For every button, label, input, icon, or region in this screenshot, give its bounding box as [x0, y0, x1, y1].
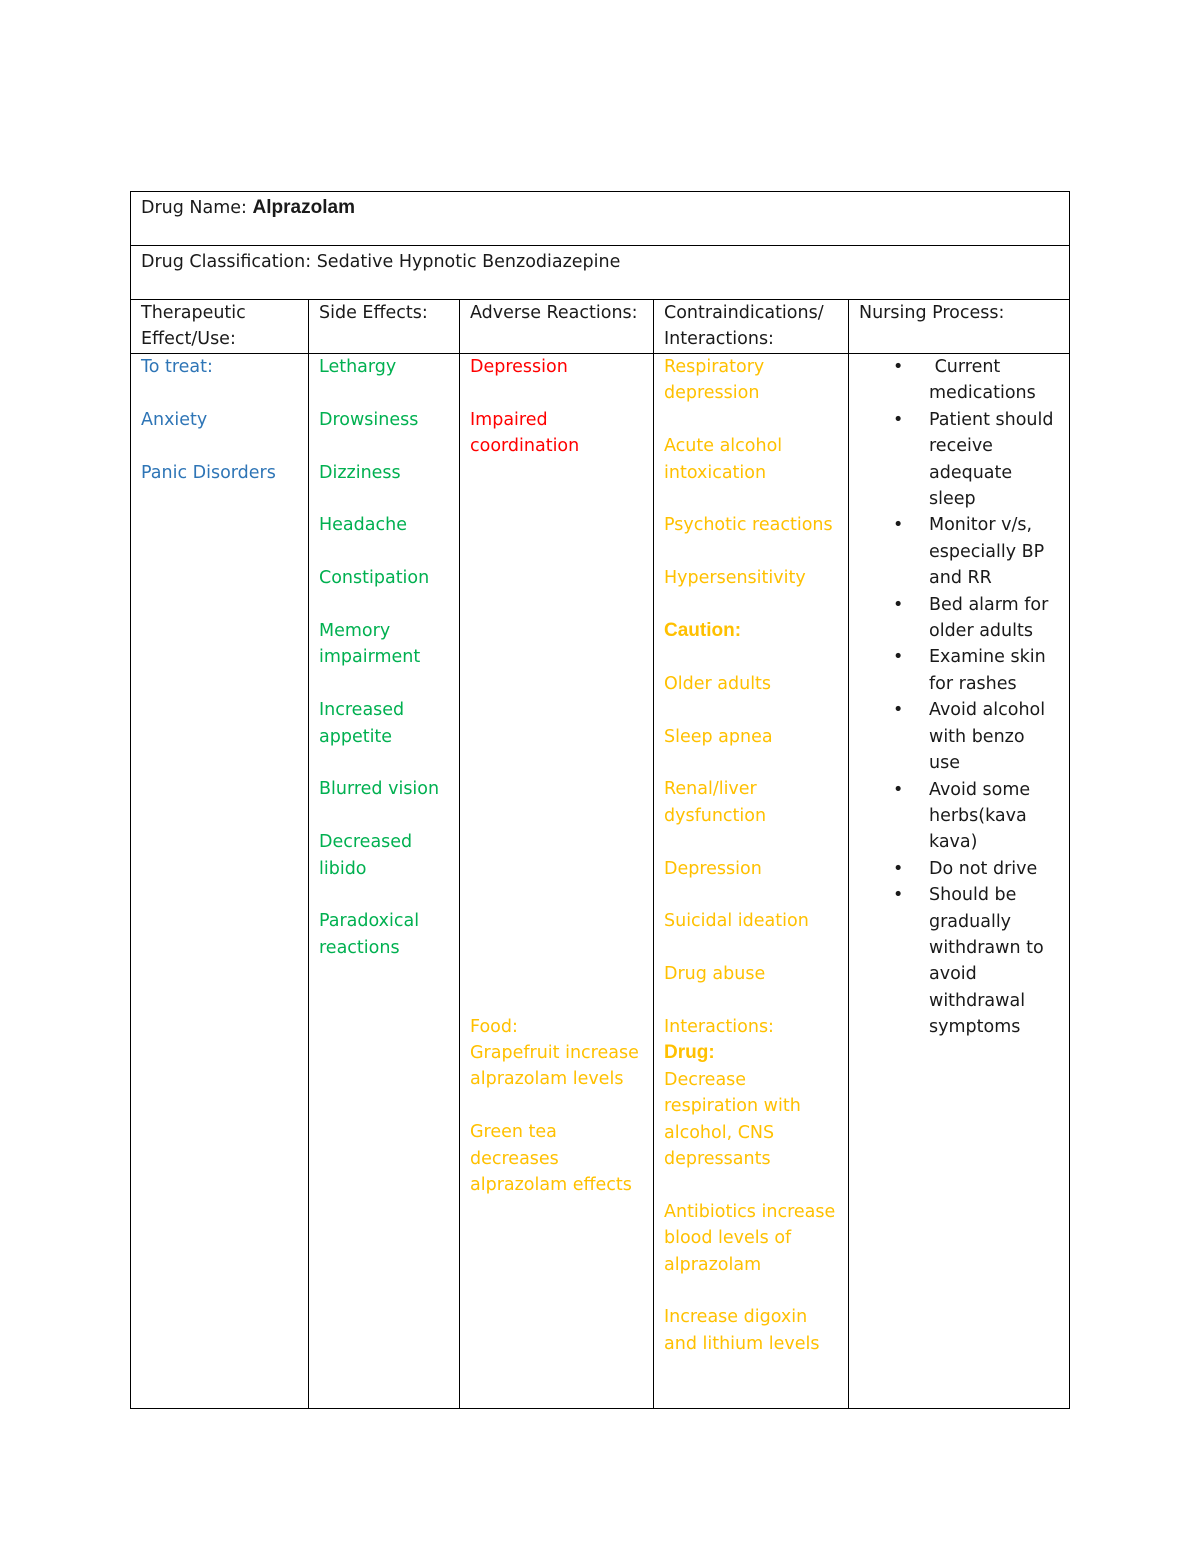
therapeutic-item: Anxiety — [141, 409, 208, 430]
list-item-line: Older adults — [664, 673, 772, 694]
nursing-process-line: symptoms — [929, 1017, 1021, 1038]
list-item-line: Hypersensitivity — [664, 568, 806, 589]
list-item-line: Decrease — [664, 1069, 747, 1090]
nursing-process-line: Bed alarm for — [929, 594, 1049, 615]
list-item-line: reactions — [319, 937, 400, 958]
therapeutic-column — [131, 300, 309, 1408]
therapeutic-header — [131, 300, 308, 354]
contraindications-body — [654, 354, 848, 1357]
drug-name-row — [131, 192, 1069, 246]
list-item-line: Acute alcohol — [664, 436, 783, 457]
list-item-line: Paradoxical — [319, 911, 420, 932]
nursing-process-line: withdrawn to — [929, 937, 1044, 958]
nursing-process-line: for rashes — [929, 673, 1017, 694]
nursing-process-line: and RR — [929, 568, 992, 589]
list-item-line: Sleep apnea — [664, 726, 773, 747]
contraindications-header — [654, 300, 848, 354]
nursing-process-line: Monitor v/s, — [929, 515, 1033, 536]
nursing-process-item — [893, 512, 1069, 591]
list-item — [664, 1199, 838, 1278]
bullet-icon: • — [893, 647, 904, 668]
nursing-process-line: Avoid some — [929, 779, 1031, 800]
list-item-line: impairment — [319, 647, 421, 668]
bullet-icon: • — [893, 594, 904, 615]
contraindication-list — [664, 354, 838, 592]
list-item-line: Respiratory — [664, 357, 765, 377]
nursing-process-line: adequate — [929, 462, 1013, 483]
nursing-process-item — [893, 644, 1069, 697]
list-item — [319, 618, 449, 671]
nursing-process-line: medications — [929, 383, 1036, 404]
nursing-process-line: Patient should — [929, 409, 1054, 430]
list-item-line: Impaired — [470, 409, 548, 430]
nursing-process-item — [893, 697, 1069, 776]
nursing-process-column — [849, 300, 1069, 1408]
adverse-reactions-body — [460, 354, 653, 1198]
list-item — [319, 460, 449, 486]
nursing-process-line: avoid — [929, 964, 977, 985]
list-item-line: Psychotic reactions — [664, 515, 833, 536]
nursing-process-line: older adults — [929, 621, 1033, 642]
list-item — [470, 354, 643, 380]
caution-label: Caution: — [664, 620, 742, 641]
list-item-line: intoxication — [664, 462, 767, 483]
side-effects-body — [309, 354, 459, 961]
therapeutic-body — [131, 354, 308, 486]
drug-classification-row — [131, 246, 1069, 300]
header-line: Interactions: — [664, 329, 774, 350]
bullet-icon: • — [893, 700, 904, 721]
nursing-process-item — [893, 354, 1069, 407]
list-item-line: Increase digoxin — [664, 1307, 808, 1328]
list-item — [664, 671, 838, 697]
list-item-line: depressants — [664, 1149, 771, 1170]
list-item — [470, 1119, 643, 1198]
drug-classification-value: Sedative Hypnotic Benzodiazepine — [316, 252, 621, 272]
list-item — [319, 697, 449, 750]
nursing-process-item — [893, 882, 1069, 1040]
nursing-process-line: sleep — [929, 489, 976, 510]
list-item-line: Lethargy — [319, 357, 397, 377]
header-line: Contraindications/ — [664, 303, 824, 323]
adverse-reactions-column — [460, 300, 654, 1408]
drug-name-value: Alprazolam — [252, 197, 355, 218]
list-item-line: respiration with — [664, 1096, 801, 1117]
nursing-process-line: Avoid alcohol — [929, 700, 1046, 721]
list-item-line: Increased — [319, 700, 405, 721]
header-line: Adverse Reactions: — [470, 303, 638, 323]
list-item-line: Constipation — [319, 568, 430, 589]
contraindications-column — [654, 300, 849, 1408]
list-item-line: alcohol, CNS — [664, 1122, 775, 1143]
list-item — [664, 1067, 838, 1173]
nursing-process-header — [849, 300, 1069, 354]
header-line: Side Effects: — [319, 303, 428, 323]
drug-name-label: Drug Name: — [141, 198, 247, 218]
list-item — [319, 565, 449, 591]
list-item-line: Blurred vision — [319, 779, 440, 800]
list-item — [470, 407, 643, 460]
bullet-icon: • — [893, 779, 904, 800]
nursing-process-line: Examine skin — [929, 647, 1046, 668]
list-item-line: Antibiotics increase — [664, 1201, 836, 1222]
nursing-process-line: kava) — [929, 832, 978, 853]
adverse-list — [470, 354, 643, 460]
nursing-process-line: Current — [929, 357, 1001, 377]
list-item — [664, 354, 838, 407]
list-item-line: Drowsiness — [319, 409, 419, 430]
drug-name-cell — [131, 192, 1069, 224]
food-list — [470, 1040, 643, 1198]
bullet-icon: • — [893, 885, 904, 906]
list-item — [664, 512, 838, 538]
list-item-line: Depression — [664, 858, 762, 879]
nursing-process-line: withdrawal — [929, 990, 1026, 1011]
columns-area — [131, 300, 1069, 1408]
list-item — [664, 908, 838, 934]
interactions-label: Interactions: — [664, 1016, 774, 1037]
list-item — [664, 724, 838, 750]
list-item — [470, 1040, 643, 1093]
list-item-line: Green tea — [470, 1122, 557, 1143]
nursing-process-line: especially BP — [929, 541, 1045, 562]
list-item — [319, 776, 449, 802]
list-item — [664, 1304, 838, 1357]
drug-label: Drug: — [664, 1042, 715, 1064]
header-line: Effect/Use: — [141, 329, 236, 350]
list-item-line: Dizziness — [319, 462, 401, 483]
adverse-reactions-header — [460, 300, 653, 354]
bullet-icon: • — [893, 409, 904, 430]
side-effects-header — [309, 300, 459, 354]
list-item-line: Depression — [470, 357, 568, 377]
list-item-line: appetite — [319, 726, 393, 747]
list-item-line: alprazolam levels — [470, 1069, 624, 1090]
nursing-process-line: receive — [929, 436, 993, 457]
list-item — [664, 776, 838, 829]
list-item — [319, 908, 449, 961]
nursing-process-list — [849, 354, 1069, 1041]
list-item — [664, 856, 838, 882]
list-item — [664, 565, 838, 591]
bullet-icon: • — [893, 858, 904, 879]
nursing-process-item — [893, 592, 1069, 645]
list-item — [319, 829, 449, 882]
drug-interaction-list — [664, 1067, 838, 1357]
nursing-process-line: with benzo — [929, 726, 1025, 747]
list-item-line: Suicidal ideation — [664, 911, 809, 932]
header-line: Nursing Process: — [859, 303, 1005, 323]
header-line: Therapeutic — [141, 303, 246, 323]
bullet-icon: • — [893, 515, 904, 536]
drug-card-table — [130, 191, 1070, 1409]
list-item-line: libido — [319, 858, 367, 879]
drug-classification-cell — [131, 246, 1069, 278]
list-item — [319, 407, 449, 433]
list-item-line: depression — [664, 383, 760, 404]
list-item-line: alprazolam effects — [470, 1175, 632, 1196]
nursing-process-item — [893, 407, 1069, 513]
list-item-line: Decreased — [319, 832, 413, 853]
nursing-process-item — [893, 856, 1069, 882]
list-item-line: dysfunction — [664, 805, 767, 826]
list-item-line: Drug abuse — [664, 964, 766, 985]
list-item — [319, 512, 449, 538]
list-item — [664, 433, 838, 486]
list-item — [319, 354, 449, 380]
list-item — [664, 961, 838, 987]
nursing-process-line: gradually — [929, 911, 1012, 932]
nursing-process-line: use — [929, 753, 960, 774]
nursing-process-item — [893, 777, 1069, 856]
list-item-line: Headache — [319, 515, 407, 536]
list-item-line: and lithium levels — [664, 1333, 820, 1354]
nursing-process-line: Should be — [929, 885, 1017, 906]
list-item-line: blood levels of — [664, 1228, 792, 1249]
nursing-process-line: herbs(kava — [929, 805, 1027, 826]
food-label: Food: — [470, 1016, 518, 1037]
bullet-icon: • — [893, 357, 904, 377]
caution-list — [664, 671, 838, 988]
list-item-line: Memory — [319, 620, 391, 641]
list-item-line: Renal/liver — [664, 779, 757, 800]
list-item-line: coordination — [470, 436, 580, 457]
drug-classification-label: Drug Classification: — [141, 252, 312, 272]
list-item-line: alprazolam — [664, 1254, 762, 1275]
therapeutic-item: To treat: — [141, 357, 213, 377]
list-item-line: decreases — [470, 1148, 559, 1169]
side-effects-column — [309, 300, 460, 1408]
nursing-process-line: Do not drive — [929, 858, 1038, 879]
list-item-line: Grapefruit increase — [470, 1043, 639, 1064]
therapeutic-item: Panic Disorders — [141, 462, 276, 483]
